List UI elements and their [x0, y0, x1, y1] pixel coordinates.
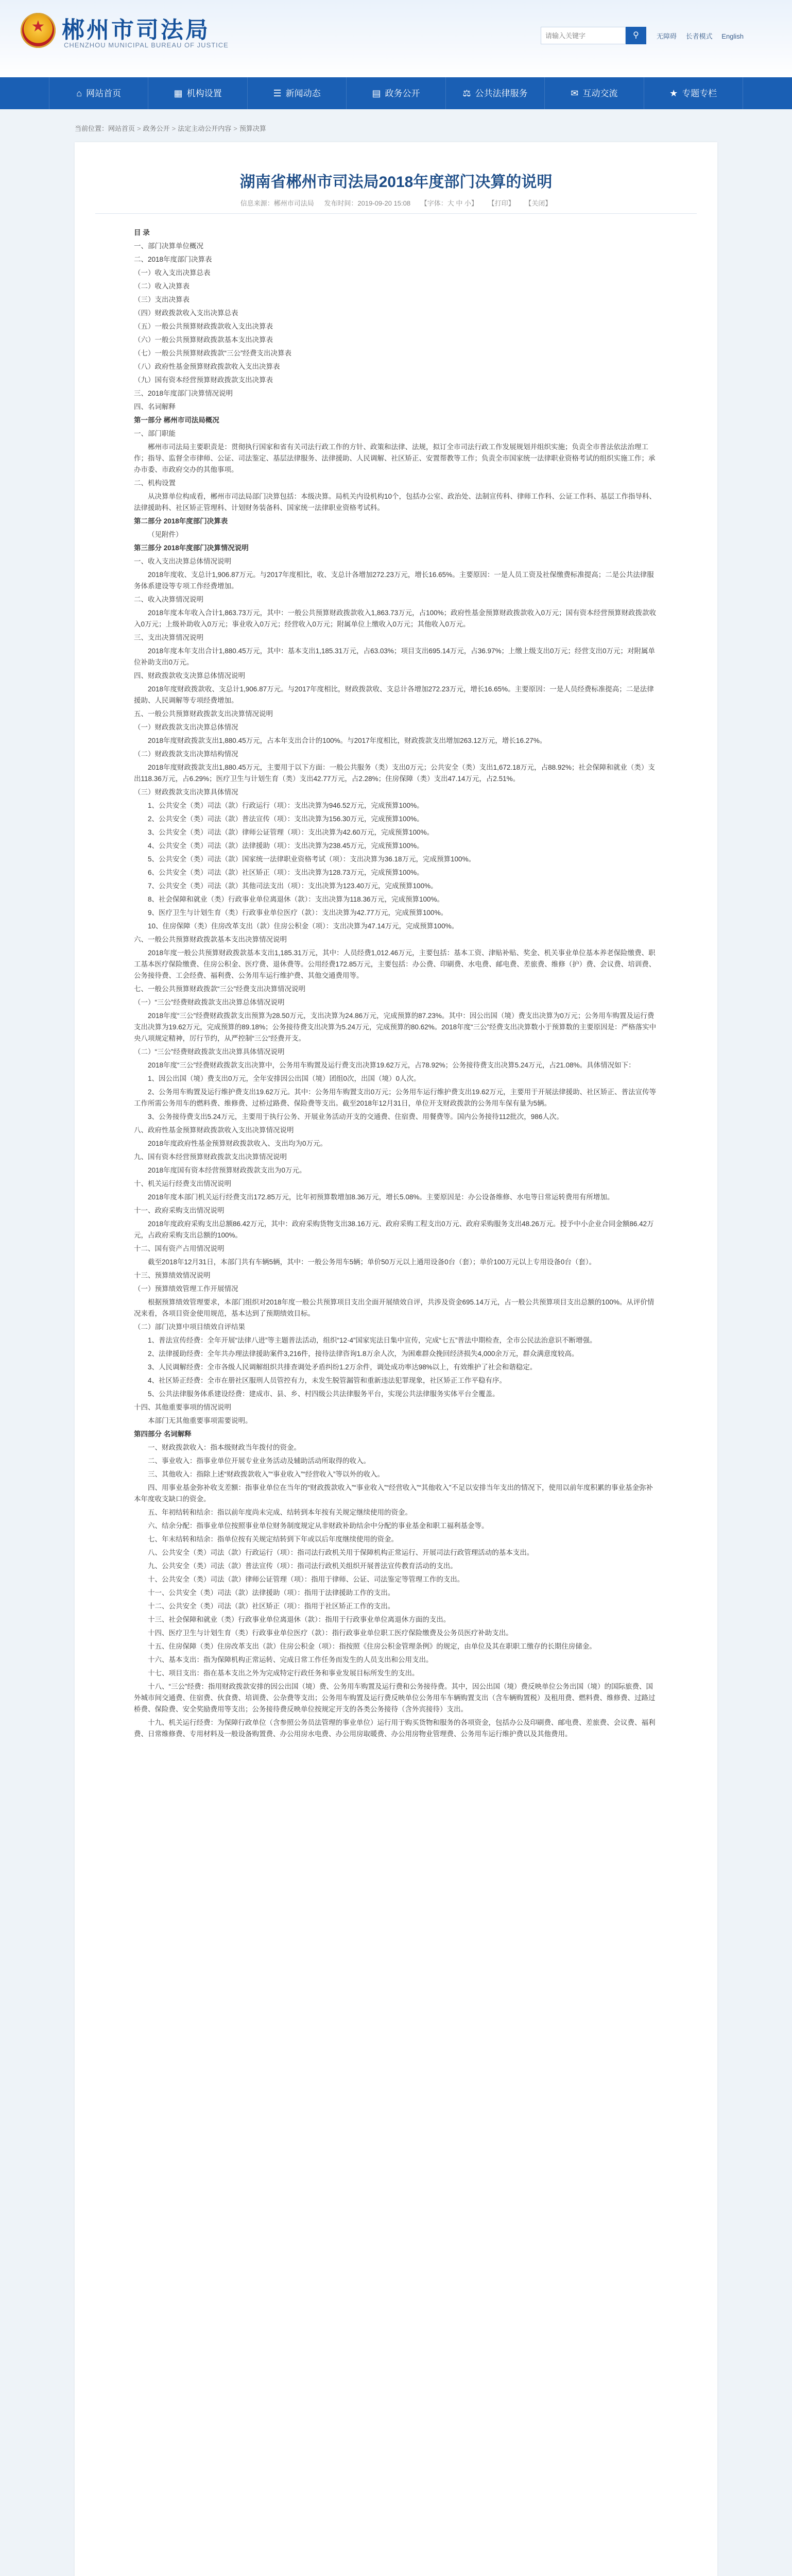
article-paragraph: （九）国有资本经营预算财政拨款支出决算表 [134, 376, 273, 384]
article-body [134, 227, 659, 2576]
article-paragraph: （二）财政拨款支出决算结构情况 [134, 750, 238, 758]
article-paragraph: 8、社会保障和就业（类）行政事业单位离退休（款）：支出决算为118.36万元，完成预算100%。 [148, 895, 444, 903]
article-paragraph: 2018年度财政拨款支出1,880.45万元，主要用于以下方面：一般公共服务（类）支出0万元；公共安全（类）支出1,672.18万元，占88.92%；社会保障和就业（类）支出118.36万元，占6.29%；医疗卫生与计划生育（类）支出42.77万元，占2.28%；住房保障（类）支出47.14万元，占2.51%。 [134, 764, 655, 783]
nav-item-public-affairs[interactable] [347, 77, 445, 109]
print-link[interactable]: 【打印】 [488, 199, 515, 207]
article-paragraph: 十三、预算绩效情况说明 [134, 1272, 211, 1279]
article-paragraph: 三、支出决算情况说明 [134, 634, 203, 641]
article-paragraph: （一）“三公”经费财政拨款支出决算总体情况说明 [134, 998, 285, 1006]
article-paragraph: 十六、基本支出：指为保障机构正常运转、完成日常工作任务而发生的人员支出和公用支出。 [148, 1656, 433, 1664]
article-paragraph: 一、部门职能 [134, 430, 176, 437]
nav-item-label: 新闻动态 [285, 89, 321, 98]
article-container [75, 142, 717, 2576]
section-heading: 第三部分 2018年度部门决算情况说明 [134, 544, 249, 552]
accessibility-link[interactable]: 无障碍 [657, 32, 677, 40]
article-paragraph: 三、2018年度部门决算情况说明 [134, 389, 233, 397]
article-paragraph: 2018年度一般公共预算财政拨款基本支出1,185.31万元，其中：人员经费1,012.46万元，主要包括：基本工资、津贴补贴、奖金、机关事业单位基本养老保险缴费、职工基本医疗保险缴费、住房公积金、医疗费、退休费等。公用经费172.85万元，主要包括：办公费、印刷费、水电费、邮电费、差旅费、维修（护）费、会议费、培训费、公务接待费、工会经费、福利费、公务用车运行维护费、其他交通费用等。 [134, 949, 656, 979]
nav-item-organization[interactable] [148, 77, 247, 109]
article-paragraph: （五）一般公共预算财政拨款收入支出决算表 [134, 323, 273, 330]
article-paragraph: 十一、公共安全（类）司法（款）法律援助（项）：指用于法律援助工作的支出。 [148, 1589, 395, 1597]
article-paragraph: 五、一般公共预算财政拨款支出决算情况说明 [134, 710, 273, 718]
nav-item-interaction[interactable] [545, 77, 644, 109]
article-paragraph: 郴州市司法局主要职责是：贯彻执行国家和省有关司法行政工作的方针、政策和法律、法规，拟订全市司法行政工作发展规划并组织实施；负责全市普法依法治理工作；指导、监督全市律师、公证、司法鉴定、基层法律服务、法律援助、人民调解、社区矫正、安置帮教等工作；负责全市国家统一法律职业资格考试的组织实施工作；承办市委、市政府交办的其他事项。 [134, 443, 656, 473]
article-paragraph: 2018年度国有资本经营预算财政拨款支出为0万元。 [148, 1166, 306, 1174]
nav-item-legal-service[interactable] [446, 77, 545, 109]
search-button[interactable] [626, 27, 646, 44]
article-paragraph: 九、国有资本经营预算财政拨款支出决算情况说明 [134, 1153, 287, 1161]
article-paragraph: 十四、其他重要事项的情况说明 [134, 1403, 231, 1411]
article-meta [75, 198, 717, 208]
article-paragraph: 2018年度“三公”经费财政拨款支出决算中，公务用车购置及运行费支出决算19.62万元，占78.92%；公务接待费支出决算5.24万元，占21.08%。具体情况如下： [148, 1061, 635, 1069]
elder-mode-link[interactable]: 长者模式 [685, 32, 713, 40]
article-paragraph: 二、2018年度部门决算表 [134, 256, 212, 263]
breadcrumb: 当前位置：网站首页 > 政务公开 > 法定主动公开内容 > 预算决算 [75, 125, 266, 132]
news-icon: ☰ [273, 88, 282, 98]
article-paragraph: 一、财政拨款收入：指本级财政当年拨付的资金。 [148, 1444, 301, 1451]
article-paragraph: 截至2018年12月31日，本部门共有车辆5辆，其中：一般公务用车5辆；单价50万元以上通用设备0台（套）；单价100万元以上专用设备0台（套）。 [148, 1258, 596, 1266]
home-icon: ⌂ [76, 88, 82, 98]
article-paragraph: （六）一般公共预算财政拨款基本支出决算表 [134, 336, 273, 344]
section-heading: 第一部分 郴州市司法局概况 [134, 416, 219, 424]
article-paragraph: 2018年度“三公”经费财政拨款支出预算为28.50万元，支出决算为24.86万元，完成预算的87.23%。其中：因公出国（境）费支出决算为0万元；公务用车购置及运行费支出决算为19.62万元，完成预算的89.18%；公务接待费支出决算为5.24万元，完成预算的80.62%。2018年度“三公”经费支出决算数小于预算数的主要原因是：严格落实中央八项规定精神，厉行节约，从严控制“三公”经费开支。 [134, 1012, 657, 1042]
article-paragraph: 十三、社会保障和就业（类）行政事业单位离退休（款）：指用于行政事业单位离退休方面的支出。 [148, 1616, 451, 1623]
article-paragraph: （一）收入支出决算总表 [134, 269, 211, 277]
english-link[interactable]: English [721, 32, 744, 40]
site-title[interactable]: 郴州市司法局 [62, 17, 210, 43]
section-heading: 第四部分 名词解释 [134, 1430, 192, 1438]
article-paragraph: 1、普法宣传经费：全年开展“法律八进”等主题普法活动，组织“12·4”国家宪法日集中宣传，完成“七五”普法中期检查，全市公民法治意识不断增强。 [148, 1336, 597, 1344]
article-paragraph: （二）收入决算表 [134, 282, 190, 290]
nav-item-label: 政务公开 [385, 89, 420, 98]
article-paragraph: 根据预算绩效管理要求，本部门组织对2018年度一般公共预算项目支出全面开展绩效自评，共涉及资金695.14万元，占一般公共预算项目支出总额的100%。从评价情况来看，各项目资金使用规范，基本达到了预期绩效目标。 [134, 1298, 655, 1317]
section-heading: 目 录 [134, 229, 150, 236]
article-paragraph: 2018年度财政拨款收、支总计1,906.87万元。与2017年度相比，财政拨款收、支总计各增加272.23万元，增长16.65%。主要原因：一是人员经费标准提高；二是法律援助、人民调解等专项经费增加。 [134, 685, 654, 704]
article-paragraph: 十九、机关运行经费：为保障行政单位（含参照公务员法管理的事业单位）运行用于购买货物和服务的各项资金，包括办公及印刷费、邮电费、差旅费、会议费、福利费、日常维修费、专用材料及一般设备购置费、办公用房水电费、办公用房取暖费、办公用房物业管理费、公务用车运行维护费以及其他费用。 [134, 1719, 656, 1738]
article-paragraph: 7、公共安全（类）司法（款）其他司法支出（项）：支出决算为123.40万元，完成预算100%。 [148, 882, 438, 890]
article-paragraph: 四、财政拨款收支决算总体情况说明 [134, 672, 245, 680]
article-paragraph: 5、公共安全（类）司法（款）国家统一法律职业资格考试（项）：支出决算为36.18万元，完成预算100%。 [148, 855, 476, 863]
search-input[interactable] [541, 27, 626, 44]
article-paragraph: 3、公共安全（类）司法（款）律师公证管理（项）：支出决算为42.60万元，完成预算100%。 [148, 828, 434, 836]
font-size-switcher[interactable]: 【字体：大 中 小】 [420, 199, 478, 207]
article-paragraph: 六、一般公共预算财政拨款基本支出决算情况说明 [134, 936, 287, 943]
article-paragraph: 6、公共安全（类）司法（款）社区矫正（项）：支出决算为128.73万元，完成预算100%。 [148, 869, 424, 876]
article-paragraph: 3、公务接待费支出5.24万元，主要用于执行公务、开展业务活动开支的交通费、住宿费、用餐费等。国内公务接待112批次，986人次。 [148, 1113, 563, 1121]
article-paragraph: 2018年度本年支出合计1,880.45万元，其中：基本支出1,185.31万元，占63.03%；项目支出695.14万元，占36.97%；上缴上级支出0万元；经营支出0万元；对附属单位补助支出0万元。 [134, 647, 656, 666]
article-paragraph: 2、法律援助经费：全年共办理法律援助案件3,216件，接待法律咨询1.8万余人次，为困难群众挽回经济损失4,000余万元，群众满意度较高。 [148, 1350, 579, 1358]
close-link[interactable]: 【关闭】 [525, 199, 552, 207]
section-heading: 第二部分 2018年度部门决算表 [134, 517, 228, 525]
article-paragraph: 十四、医疗卫生与计划生育（类）行政事业单位医疗（款）：指行政事业单位职工医疗保险缴费及公务员医疗补助支出。 [148, 1629, 513, 1637]
article-paragraph: 七、一般公共预算财政拨款“三公”经费支出决算情况说明 [134, 985, 305, 993]
nav-item-label: 网站首页 [86, 89, 122, 98]
article-paragraph: 10、住房保障（类）住房改革支出（款）住房公积金（项）：支出决算为47.14万元，完成预算100%。 [148, 922, 459, 930]
article-paragraph: 2018年度本部门机关运行经费支出172.85万元，比年初预算数增加8.36万元，增长5.08%。主要原因是：办公设备维修、水电等日常运转费用有所增加。 [148, 1193, 614, 1201]
article-paragraph: 5、公共法律服务体系建设经费：建成市、县、乡、村四级公共法律服务平台，实现公共法律服务实体平台全覆盖。 [148, 1390, 500, 1398]
article-paragraph: （八）政府性基金预算财政拨款收入支出决算表 [134, 363, 280, 370]
article-paragraph: （三）财政拨款支出决算具体情况 [134, 788, 238, 796]
nav-item-news[interactable] [248, 77, 347, 109]
article-paragraph: 十二、国有资产占用情况说明 [134, 1245, 225, 1252]
folder-icon: ▤ [372, 88, 381, 98]
nav-item-label: 专题专栏 [682, 89, 717, 98]
article-paragraph: 4、社区矫正经费：全市在册社区服刑人员管控有力，未发生脱管漏管和重新违法犯罪现象，社区矫正工作平稳有序。 [148, 1377, 507, 1384]
breadcrumb-prefix: 当前位置： [75, 125, 109, 132]
article-paragraph: （一）预算绩效管理工作开展情况 [134, 1285, 238, 1293]
article-paragraph: 2018年度本年收入合计1,863.73万元，其中：一般公共预算财政拨款收入1,863.73万元，占100%；政府性基金预算财政拨款收入0万元；国有资本经营预算财政拨款收入0万元；上级补助收入0万元；事业收入0万元；经营收入0万元；附属单位上缴收入0万元；其他收入0万元。 [134, 609, 657, 628]
article-paragraph: （二）部门决算中项目绩效自评结果 [134, 1323, 245, 1331]
article-paragraph: （七）一般公共预算财政拨款“三公”经费支出决算表 [134, 349, 291, 357]
article-paragraph: 二、事业收入：指事业单位开展专业业务活动及辅助活动所取得的收入。 [148, 1457, 370, 1465]
article-paragraph: （二）“三公”经费财政拨款支出决算具体情况说明 [134, 1048, 285, 1056]
nav-item-topics[interactable] [644, 77, 743, 109]
article-paragraph: 1、公共安全（类）司法（款）行政运行（项）：支出决算为946.52万元，完成预算100%。 [148, 802, 424, 809]
breadcrumb-budget[interactable]: 预算决算 [239, 125, 266, 132]
article-paragraph: 四、用事业基金弥补收支差额：指事业单位在当年的“财政拨款收入”“事业收入”“经营收入”“其他收入”不足以安排当年支出的情况下，使用以前年度积累的事业基金弥补本年度收支缺口的资金。 [134, 1484, 653, 1503]
article-paragraph: 2、公务用车购置及运行维护费支出19.62万元。其中：公务用车购置支出0万元；公务用车运行维护费支出19.62万元，主要用于开展法律援助、社区矫正、普法宣传等工作所需公务用车的燃料费、维修费、过桥过路费、保险费等支出。截至2018年12月31日，单位开支财政拨款的公务用车保有量为5辆。 [134, 1088, 657, 1107]
article-paragraph: 一、部门决算单位概况 [134, 242, 203, 250]
article-paragraph: 1、因公出国（境）费支出0万元，全年安排因公出国（境）团组0次，出国（境）0人次。 [148, 1075, 421, 1082]
article-paragraph: 3、人民调解经费：全市各级人民调解组织共排查调处矛盾纠纷1.2万余件，调处成功率达98%以上，有效维护了社会和谐稳定。 [148, 1363, 537, 1371]
article-date: 发布时间：2019-09-20 15:08 [324, 199, 411, 207]
article-paragraph: 二、收入决算情况说明 [134, 596, 203, 603]
article-paragraph: 六、结余分配：指事业单位按照事业单位财务制度规定从非财政补助结余中分配的事业基金和职工福利基金等。 [148, 1522, 489, 1530]
article-paragraph: （四）财政拨款收入支出决算总表 [134, 309, 238, 317]
article-paragraph: （三）支出决算表 [134, 296, 190, 303]
article-title: 湖南省郴州市司法局2018年度部门决算的说明 [239, 174, 553, 191]
article-paragraph: 八、政府性基金预算财政拨款收入支出决算情况说明 [134, 1126, 294, 1134]
breadcrumb-disclosure[interactable]: 法定主动公开内容 [178, 125, 232, 132]
article-paragraph: 十八、“三公”经费：指用财政拨款安排的因公出国（境）费、公务用车购置及运行费和公务接待费。其中，因公出国（境）费反映单位公务出国（境）的国际旅费、国外城市间交通费、住宿费、伙食费、培训费、公杂费等支出；公务用车购置及运行费反映单位公务用车车辆购置支出（含车辆购置税）及租用费、燃料费、维修费、过路过桥费、保险费、安全奖励费用等支出；公务接待费反映单位按规定开支的各类公务接待（含外宾接待）支出。 [134, 1683, 656, 1713]
article-paragraph: 从决算单位构成看，郴州市司法局部门决算包括：本级决算。局机关内设机构10个，包括办公室、政治处、法制宣传科、律师工作科、公证工作科、基层工作指导科、法律援助科、社区矫正管理科、计划财务装备科、国家统一法律职业资格考试科。 [134, 493, 657, 512]
main-nav [0, 77, 792, 109]
article-paragraph: 4、公共安全（类）司法（款）法律援助（项）：支出决算为238.45万元，完成预算100%。 [148, 842, 424, 850]
article-paragraph: 2018年度政府采购支出总额86.42万元，其中：政府采购货物支出38.16万元、政府采购工程支出0万元、政府采购服务支出48.26万元。授予中小企业合同金额86.42万元，占政府采购支出总额的100%。 [134, 1220, 654, 1239]
breadcrumb-public-affairs[interactable]: 政务公开 [143, 125, 170, 132]
article-paragraph: 五、年初结转和结余：指以前年度尚未完成、结转到本年按有关规定继续使用的资金。 [148, 1509, 412, 1516]
nav-item-home[interactable] [49, 77, 148, 109]
search-icon: ⚲ [633, 31, 639, 40]
article-paragraph: 本部门无其他重要事项需要说明。 [148, 1417, 252, 1425]
article-paragraph: （见附件） [148, 531, 183, 538]
breadcrumb-home[interactable]: 网站首页 [108, 125, 135, 132]
star-icon: ★ [669, 88, 678, 98]
article-paragraph: 二、机构设置 [134, 479, 176, 487]
article-source: 信息来源：郴州市司法局 [240, 199, 314, 207]
nav-item-label: 公共法律服务 [475, 89, 528, 98]
header-banner [0, 0, 792, 77]
title-divider [95, 213, 697, 214]
site-subtitle: CHENZHOU MUNICIPAL BUREAU OF JUSTICE [64, 41, 229, 49]
nav-item-label: 互动交流 [582, 89, 618, 98]
article-paragraph: 2018年度收、支总计1,906.87万元。与2017年度相比，收、支总计各增加272.23万元，增长16.65%。主要原因：一是人员工资及社保缴费标准提高；二是公共法律服务体系建设等专项工作经费增加。 [134, 571, 654, 590]
article-paragraph: 九、公共安全（类）司法（款）普法宣传（项）：指司法行政机关组织开展普法宣传教育活动的支出。 [148, 1562, 457, 1570]
nav-item-label: 机构设置 [186, 89, 222, 98]
article-paragraph: 三、其他收入：指除上述“财政拨款收入”“事业收入”“经营收入”等以外的收入。 [148, 1470, 384, 1478]
chat-icon: ✉ [571, 88, 579, 98]
article-paragraph: 七、年末结转和结余：指单位按有关规定结转到下年或以后年度继续使用的资金。 [148, 1535, 398, 1543]
national-emblem-icon [21, 13, 56, 48]
article-paragraph: 十七、项目支出：指在基本支出之外为完成特定行政任务和事业发展目标所发生的支出。 [148, 1669, 419, 1677]
article-paragraph: （一）财政拨款支出决算总体情况 [134, 723, 238, 731]
article-paragraph: 八、公共安全（类）司法（款）行政运行（项）：指司法行政机关用于保障机构正常运行、开展司法行政管理活动的基本支出。 [148, 1549, 534, 1556]
article-paragraph: 十二、公共安全（类）司法（款）社区矫正（项）：指用于社区矫正工作的支出。 [148, 1602, 395, 1610]
article-paragraph: 9、医疗卫生与计划生育（类）行政事业单位医疗（款）：支出决算为42.77万元，完成预算100%。 [148, 909, 448, 917]
article-paragraph: 一、收入支出决算总体情况说明 [134, 557, 231, 565]
top-links [657, 31, 751, 41]
article-paragraph: 四、名词解释 [134, 403, 176, 411]
article-paragraph: 2018年度政府性基金预算财政拨款收入、支出均为0万元。 [148, 1140, 328, 1147]
article-paragraph: 2、公共安全（类）司法（款）普法宣传（项）：支出决算为156.30万元，完成预算100%。 [148, 815, 424, 823]
article-paragraph: 十一、政府采购支出情况说明 [134, 1207, 225, 1214]
article-paragraph: 十、机关运行经费支出情况说明 [134, 1180, 231, 1188]
article-paragraph: 十、公共安全（类）司法（款）律师公证管理（项）：指用于律师、公证、司法鉴定等管理工作的支出。 [148, 1575, 464, 1583]
scale-icon: ⚖ [462, 88, 471, 98]
article-paragraph: 2018年度财政拨款支出1,880.45万元，占本年支出合计的100%。与2017年度相比，财政拨款支出增加263.12万元，增长16.27%。 [148, 737, 547, 744]
article-paragraph: 十五、住房保障（类）住房改革支出（款）住房公积金（项）：指按照《住房公积金管理条例》的规定，由单位及其在职职工缴存的长期住房储金。 [148, 1642, 596, 1650]
building-icon: ▦ [174, 88, 183, 98]
